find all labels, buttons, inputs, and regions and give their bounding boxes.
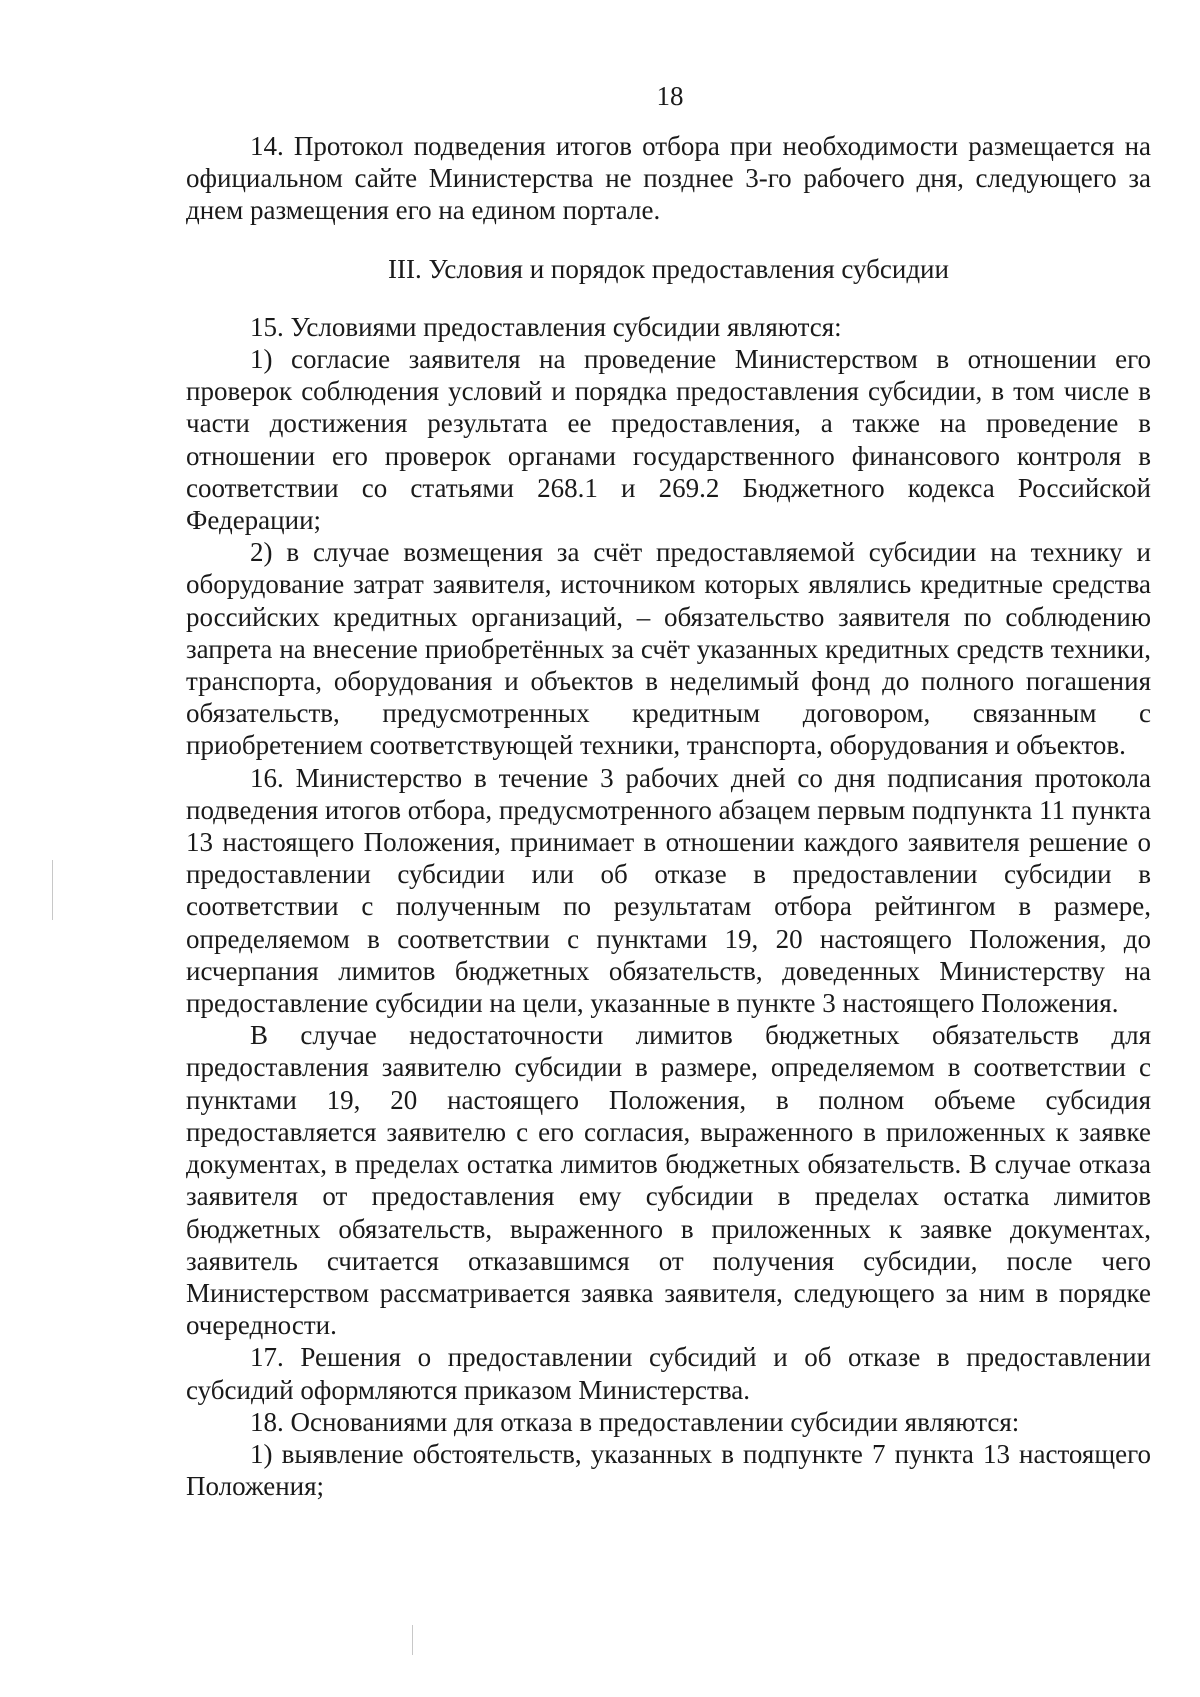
paragraph-14: 14. Протокол подведения итогов отбора при необходимости размещается на официальном сайте Министерства не позднее 3-го рабочего дня, следующего за днем размещения его на едином портале. bbox=[186, 131, 1151, 226]
paragraph-15-item-2: 2) в случае возмещения за счёт предоставляемой субсидии на технику и оборудование затрат заявителя, источником которых являлись кредитные средства российских кредитных организаций, – обязательство заявителя по соблюдению запрета на внесение приобретённых за счёт указанных кредитных средств техники, транспорта, оборудования и объектов в неделимый фонд до полного погашения обязательств, предусмотренных кредитным договором, связанным с приобретением соответствующей техники, транспорта, оборудования и объектов. bbox=[186, 537, 1151, 761]
document-body bbox=[186, 130, 1151, 1502]
section-heading: III. Условия и порядок предоставления субсидии bbox=[388, 253, 949, 284]
paragraph-15: 15. Условиями предоставления субсидии являются: bbox=[250, 311, 842, 342]
paragraph-16-continued: В случае недостаточности лимитов бюджетных обязательств для предоставления заявителю субсидии в размере, определяемом в соответствии с пунктами 19, 20 настоящего Положения, в полном объеме субсидия предоставляется заявителю с его согласия, выраженного в приложенных к заявке документах, в пределах остатка лимитов бюджетных обязательств. В случае отказа заявителя от предоставления ему субсидии в пределах остатка лимитов бюджетных обязательств, выраженного в приложенных к заявке документах, заявитель считается отказавшимся от получения субсидии, после чего Министерством рассматривается заявка заявителя, следующего за ним в порядке очередности. bbox=[186, 1020, 1151, 1341]
paragraph-18-item-1: 1) выявление обстоятельств, указанных в подпункте 7 пункта 13 настоящего Положения; bbox=[186, 1438, 1151, 1502]
paragraph-17: 17. Решения о предоставлении субсидий и об отказе в предоставлении субсидий оформляются приказом Министерства. bbox=[186, 1342, 1151, 1405]
page-number: 18 bbox=[656, 81, 684, 111]
scan-artifact-line bbox=[412, 1625, 413, 1655]
scan-artifact-line bbox=[52, 860, 53, 920]
paragraph-16: 16. Министерство в течение 3 рабочих дней со дня подписания протокола подведения итогов отбора, предусмотренного абзацем первым подпункта 11 пункта 13 настоящего Положения, принимает в отношении каждого заявителя решение о предоставлении субсидии или об отказе в предоставлении субсидии в соответствии с полученным по результатам отбора рейтингом в размере, определяемом в соответствии с пунктами 19, 20 настоящего Положения, до исчерпания лимитов бюджетных обязательств, доведенных Министерству на предоставление субсидии на цели, указанные в пункте 3 настоящего Положения. bbox=[186, 762, 1151, 1019]
paragraph-18: 18. Основаниями для отказа в предоставлении субсидии являются: bbox=[250, 1406, 1020, 1437]
paragraph-15-item-1: 1) согласие заявителя на проведение Министерством в отношении его проверок соблюдения условий и порядка предоставления субсидии, в том числе в части достижения результата ее предоставления, а также на проведение в отношении его проверок органами государственного финансового контроля в соответствии со статьями 268.1 и 269.2 Бюджетного кодекса Российской Федерации; bbox=[186, 344, 1151, 536]
